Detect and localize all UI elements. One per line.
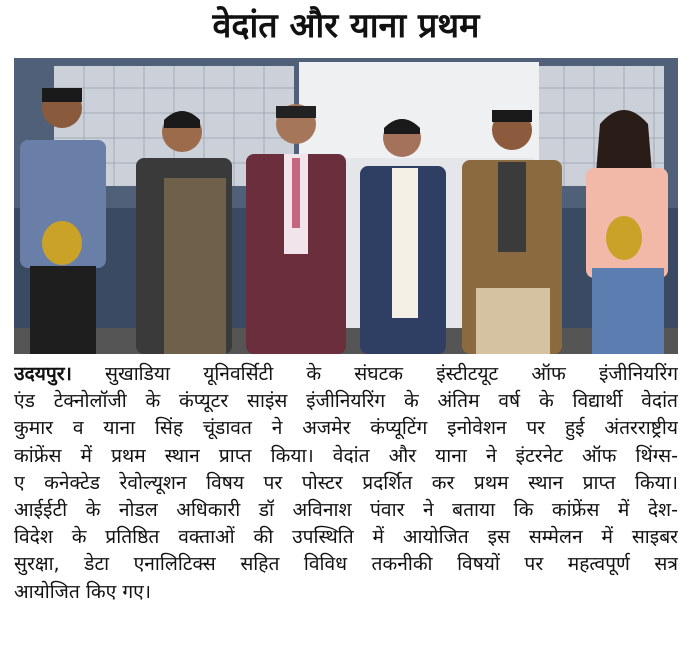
article-body xyxy=(14,360,678,605)
dateline: उदयपुर। xyxy=(14,362,72,385)
group-photo-icon xyxy=(14,58,678,354)
article-line-6: आईईटी के नोडल अधिकारी डॉ अविनाश पंवार ने बताया कि कांफ्रेंस में देश- xyxy=(14,498,678,522)
article-line-7: विदेश के प्रतिष्ठित वक्ताओं की उपस्थिति में आयोजित इस सम्मेलन में साइबर xyxy=(14,525,678,549)
article-line-1-text: सुखाडिया यूनिवर्सिटी के संघटक इंस्टीटयूट ऑफ इंजीनियरिंग xyxy=(71,362,678,385)
article-line-8: सुरक्षा, डेटा एनालिटिक्स सहित विविध तकनीकी विषयों पर महत्वपूर्ण सत्र xyxy=(14,552,678,576)
article-line-1 xyxy=(14,360,678,387)
article-line-5: ए कनेक्टेड रेवोल्यूशन विषय पर पोस्टर प्रदर्शित कर प्रथम स्थान प्राप्त किया। xyxy=(14,470,678,494)
group-photo xyxy=(14,58,678,354)
article-line-2: एंड टेक्नोलॉजी के कंप्यूटर साइंस इंजीनियरिंग के अंतिम वर्ष के विद्यार्थी वेदांत xyxy=(14,389,678,413)
article-line-9: आयोजित किए गए। xyxy=(14,579,152,603)
article-line-3: कुमार व याना सिंह चूंडावत ने अजमेर कंप्यूटिंग इनोवेशन पर हुई अंतरराष्ट्रीय xyxy=(14,416,678,440)
article-line-4: कांफ्रेंस में प्रथम स्थान प्राप्त किया। वेदांत और याना ने इंटरनेट ऑफ थिंग्स- xyxy=(14,443,678,467)
headline: वेदांत और याना प्रथम xyxy=(212,6,480,46)
